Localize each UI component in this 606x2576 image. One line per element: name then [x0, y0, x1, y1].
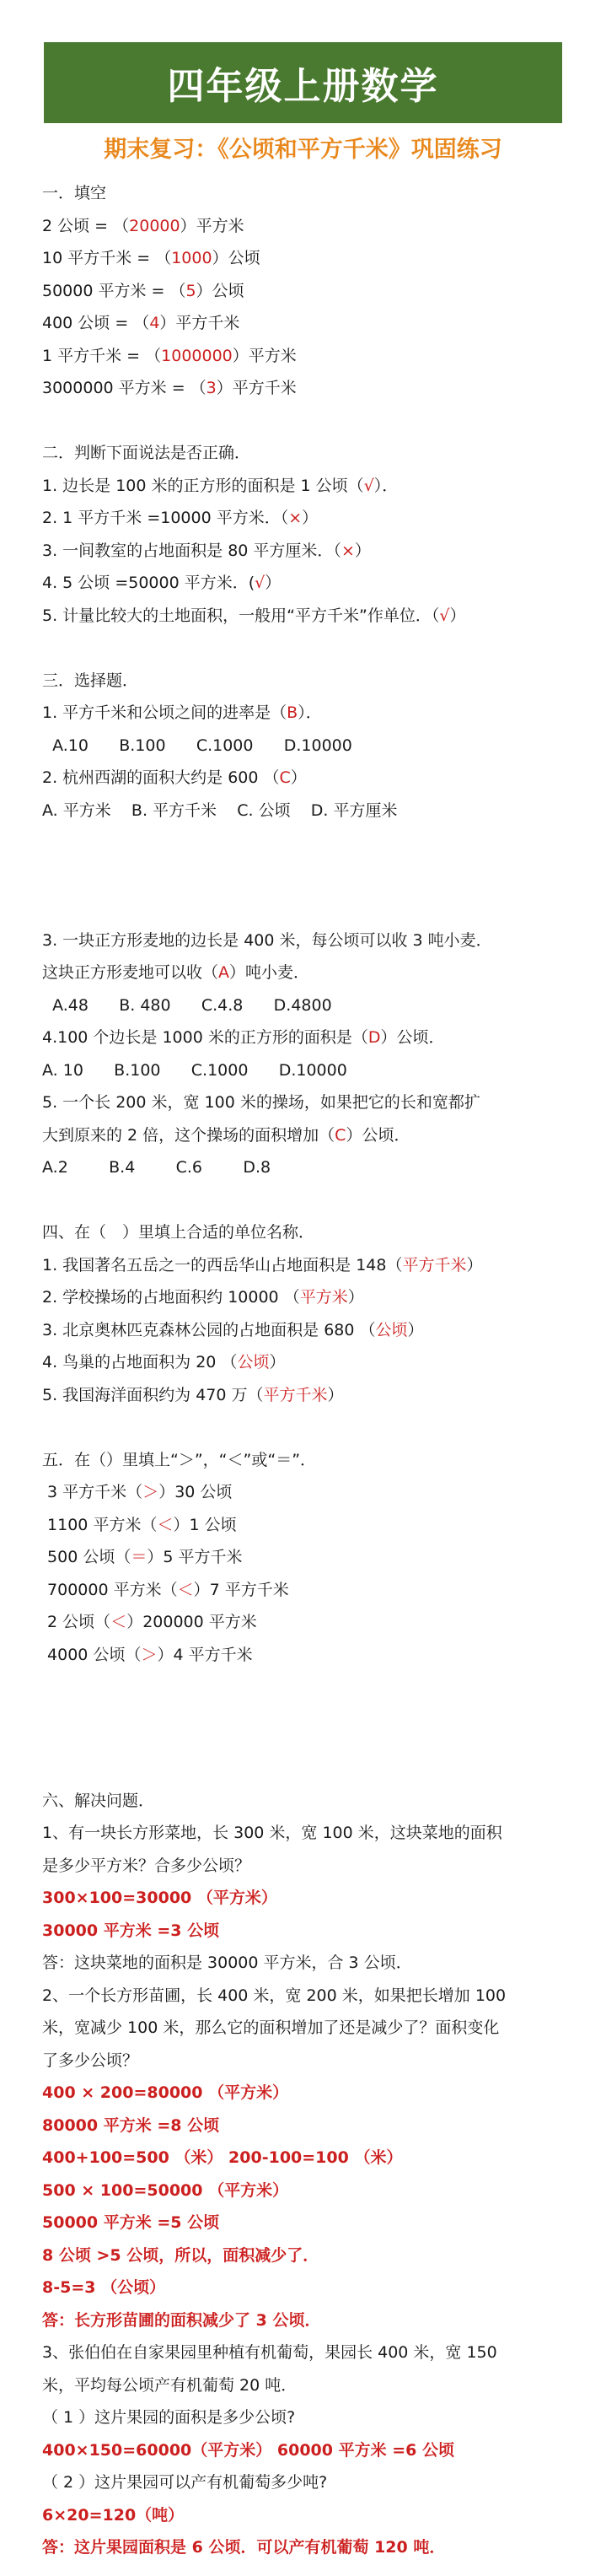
choice-options: A.2 B.4 C.6 D.8	[42, 1158, 271, 1177]
unit-item: 3. 北京奥林匹克森林公园的占地面积是 680 （公顷）	[42, 1320, 424, 1339]
answer: 5	[185, 281, 196, 300]
solution-step: 400×150=60000（平方米） 60000 平方米 =6 公顷	[42, 2440, 454, 2460]
problem-text: 3、张伯伯在自家果园里种植有机葡萄，果园长 400 米，宽 150	[42, 2343, 497, 2362]
sub-question: （ 1 ）这片果园的面积是多少公顷?	[42, 2408, 296, 2427]
solution-step: 500 × 100=50000 （平方米）	[42, 2180, 289, 2200]
answer: √	[255, 574, 265, 592]
problem-text: 1、有一块长方形菜地，长 300 米，宽 100 米，这块菜地的面积	[42, 1824, 502, 1842]
answer: 1000000	[161, 346, 233, 365]
choice-question-cont: 这块正方形麦地可以收（A）吨小麦．	[42, 963, 310, 982]
choice-options: A. 10 B.100 C.1000 D.10000	[42, 1060, 347, 1080]
worksheet	[42, 177, 582, 2564]
choice-question: 4.100 个边长是 1000 米的正方形的面积是（D）公顷．	[42, 1028, 445, 1047]
solution-step: 8-5=3 （公顷）	[42, 2278, 166, 2297]
choice-question: 2. 杭州西湖的面积大约是 600 （C）	[42, 768, 307, 787]
judge-item: 5. 计量比较大的土地面积，一般用“平方千米”作单位．（√）	[42, 606, 466, 625]
choice-question: 5. 一个长 200 米，宽 100 米的操场，如果把它的长和宽都扩	[42, 1093, 480, 1112]
section-heading-choice: 三．选择题．	[42, 671, 139, 690]
answer: 公顷	[237, 1353, 270, 1372]
solution-step: 30000 平方米 =3 公顷	[42, 1921, 220, 1940]
answer: ＜	[157, 1515, 174, 1534]
unit-item: 1. 我国著名五岳之一的西岳华山占地面积是 148（平方千米）	[42, 1255, 483, 1275]
compare-item: 3 平方千米（＞）30 公顷	[47, 1483, 233, 1501]
solution-step: 50000 平方米 =5 公顷	[42, 2213, 220, 2232]
section-heading-compare: 五．在（）里填上“＞”，“＜”或“＝”．	[42, 1450, 317, 1469]
answer: ＜	[177, 1580, 194, 1599]
section-heading-fill-in: 一．填空	[42, 184, 107, 202]
answer: C	[335, 1125, 346, 1145]
compare-item: 500 公顷（＝）5 平方千米	[47, 1548, 243, 1566]
answer: ×	[288, 509, 303, 527]
unit-item: 5. 我国海洋面积约为 470 万（平方千米）	[42, 1385, 344, 1404]
answer: A	[218, 963, 230, 982]
subtitle: 期末复习：《公顷和平方千米》巩固练习	[104, 137, 502, 163]
answer: ×	[341, 541, 355, 560]
choice-question: 3. 一块正方形麦地的边长是 400 米，每公顷可以收 3 吨小麦．	[42, 930, 492, 950]
answer: ＜	[110, 1613, 127, 1631]
solution-step: 6×20=120（吨）	[42, 2505, 185, 2525]
answer: 平方米	[299, 1288, 348, 1307]
choice-options: A. 平方米 B. 平方千米 C. 公顷 D. 平方厘米	[42, 800, 398, 820]
problem-text: 了多少公顷？	[42, 2051, 139, 2070]
problem-answer: 答：长方形苗圃的面积减少了 3 公顷．	[42, 2310, 321, 2330]
answer: √	[363, 476, 374, 495]
solution-step: 8 公顷 >5 公顷，所以，面积减少了．	[42, 2245, 319, 2265]
answer: 平方千米	[402, 1255, 467, 1275]
solution-step: 80000 平方米 =8 公顷	[42, 2115, 220, 2135]
solution-step: 400 × 200=80000 （平方米）	[42, 2083, 289, 2102]
answer: 平方千米	[263, 1385, 328, 1404]
fill-item: 400 公顷 = （4）平方千米	[42, 314, 240, 332]
answer: 20000	[129, 216, 180, 235]
section-heading-problems: 六、解决问题．	[42, 1791, 155, 1810]
choice-question: 1. 平方千米和公顷之间的进率是（B）．	[42, 703, 322, 722]
title-banner: 四年级上册数学	[44, 42, 562, 123]
compare-item: 1100 平方米（＜）1 公顷	[47, 1515, 237, 1534]
answer: 4	[149, 314, 160, 332]
problem-text: 2、一个长方形苗圃，长 400 米，宽 200 米，如果把长增加 100	[42, 1986, 507, 2005]
choice-options: A.48 B. 480 C.4.8 D.4800	[52, 995, 332, 1015]
answer: ＞	[141, 1645, 158, 1664]
section-heading-units: 四、在（ ）里填上合适的单位名称．	[42, 1223, 315, 1242]
fill-item: 3000000 平方米 = （3）平方千米	[42, 379, 297, 397]
sub-question: （ 2 ）这片果园可以产有机葡萄多少吨?	[42, 2473, 328, 2492]
answer: 1000	[171, 249, 212, 267]
problem-answer: 答：这块菜地的面积是 30000 平方米，合 3 公顷．	[42, 1954, 412, 1972]
problem-text: 是多少平方米？合多少公顷？	[42, 1856, 251, 1875]
fill-item: 2 公顷 = （20000）平方米	[42, 216, 244, 235]
problem-text: 米，平均每公顷产有机葡萄 20 吨．	[42, 2375, 298, 2395]
answer: 3	[206, 379, 217, 397]
fill-item: 10 平方千米 = （1000）公顷	[42, 249, 260, 267]
solution-step: 400+100=500 （米） 200-100=100 （米）	[42, 2148, 403, 2167]
judge-item: 2. 1 平方千米 =10000 平方米．（×）	[42, 509, 319, 527]
choice-question-cont: 大到原来的 2 倍，这个操场的面积增加（C）公顷．	[42, 1125, 410, 1145]
section-heading-true-false: 二．判断下面说法是否正确．	[42, 444, 251, 462]
choice-options: A.10 B.100 C.1000 D.10000	[52, 736, 352, 755]
answer: ＞	[142, 1483, 159, 1501]
fill-item: 50000 平方米 = （5）公顷	[42, 281, 244, 300]
compare-item: 4000 公顷（＞）4 平方千米	[47, 1645, 253, 1664]
solution-step: 300×100=30000 （平方米）	[42, 1889, 277, 1907]
problem-answer: 答：这片果园面积是 6 公顷．可以产有机葡萄 120 吨．	[42, 2538, 446, 2557]
answer: 公顷	[375, 1320, 408, 1339]
judge-item: 3. 一间教室的占地面积是 80 平方厘米．（×）	[42, 541, 371, 560]
answer: ＝	[131, 1548, 147, 1566]
answer: √	[439, 606, 450, 625]
unit-item: 4. 鸟巢的占地面积为 20 （公顷）	[42, 1353, 286, 1372]
fill-item: 1 平方千米 = （1000000）平方米	[42, 346, 297, 365]
unit-item: 2. 学校操场的占地面积约 10000 （平方米）	[42, 1288, 364, 1307]
problem-text: 米，宽减少 100 米，那么它的面积增加了还是减少了？面积变化	[42, 2018, 500, 2037]
answer: D	[367, 1028, 381, 1047]
judge-item: 1. 边长是 100 米的正方形的面积是 1 公顷（√）．	[42, 476, 399, 495]
answer: C	[279, 768, 291, 787]
judge-item: 4. 5 公顷 =50000 平方米．(√）	[42, 574, 282, 592]
compare-item: 700000 平方米（＜）7 平方千米	[47, 1580, 289, 1599]
compare-item: 2 公顷（＜）200000 平方米	[47, 1613, 257, 1631]
answer: B	[287, 703, 298, 722]
